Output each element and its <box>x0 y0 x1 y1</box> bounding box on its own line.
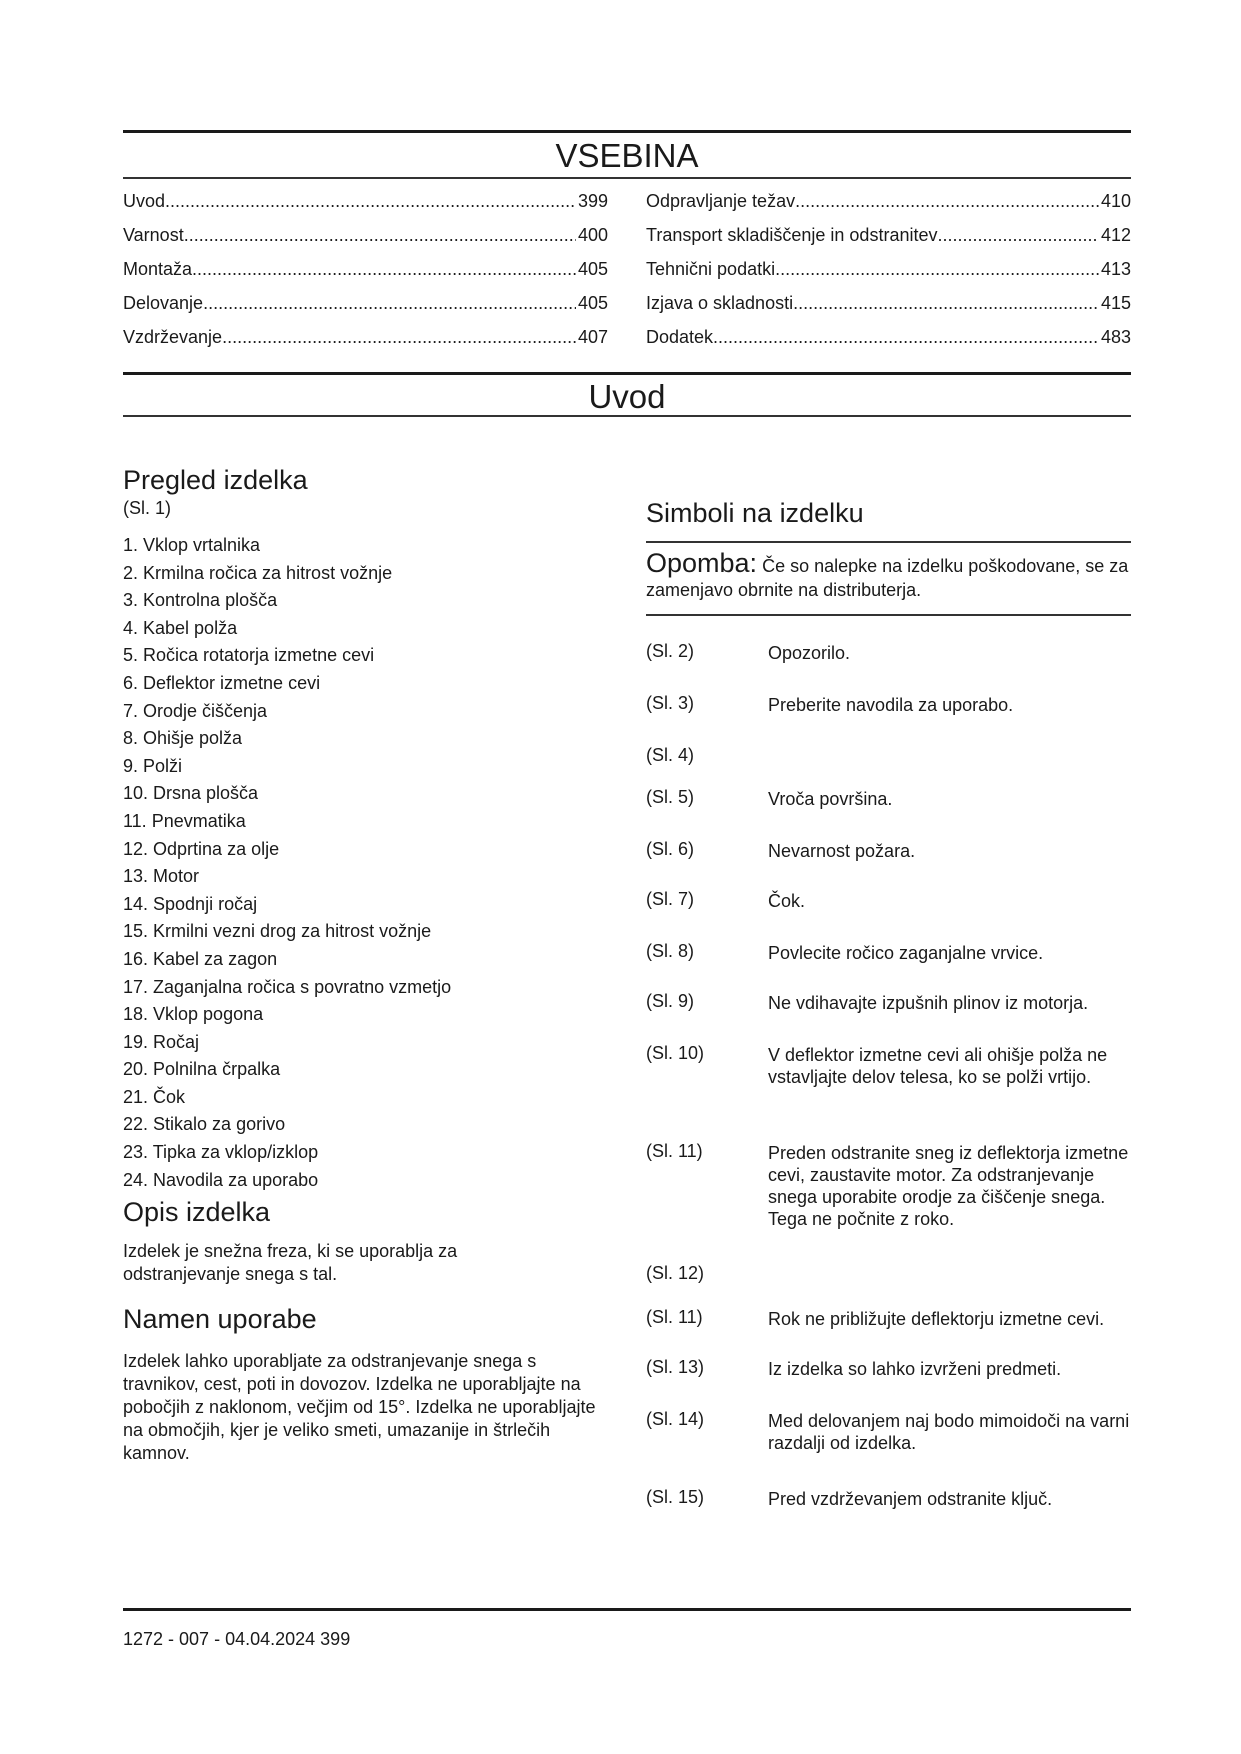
symbol-figure-ref: (Sl. 2) <box>646 641 695 661</box>
symbol-figure-ref: (Sl. 12) <box>646 1263 705 1283</box>
symbol-figure-ref: (Sl. 10) <box>646 1043 705 1063</box>
symbol-figure-ref: (Sl. 3) <box>646 693 695 713</box>
intro-top-rule <box>123 372 1131 375</box>
symbol-figure-ref: (Sl. 8) <box>646 941 695 961</box>
symbol-figure-ref: (Sl. 9) <box>646 991 695 1011</box>
toc-entry[interactable]: Izjava o skladnosti ..... 415 <box>646 292 1131 326</box>
symbol-description: Rok ne približujte deflektorju izmetne cevi. <box>768 1309 1105 1329</box>
symbol-figure-ref: (Sl. 6) <box>646 839 695 859</box>
parts-list <box>123 532 451 1194</box>
list-item: 4. Kabel polža <box>123 617 238 638</box>
toc-entry[interactable]: Varnost ..... 400 <box>123 224 608 258</box>
note-box <box>646 548 1131 602</box>
symbol-figure-ref: (Sl. 4) <box>646 745 695 765</box>
toc-entry[interactable]: Montaža ..... 405 <box>123 258 608 292</box>
symbol-description: Preden odstranite sneg iz deflektorja izmetne cevi, zaustavite motor. Za odstranjevanje snega uporabite orodje za čiščenje snega. Tega ne počnite z roko. <box>768 1143 1129 1229</box>
overview-heading: Pregled izdelka <box>123 465 308 495</box>
toc-top-rule <box>123 130 1131 133</box>
symbol-figure-ref: (Sl. 11) <box>646 1307 703 1327</box>
list-item: 24. Navodila za uporabo <box>123 1169 319 1190</box>
note-label: Opomba: <box>646 548 758 578</box>
list-item: 5. Ročica rotatorja izmetne cevi <box>123 645 375 666</box>
symbol-description: Med delovanjem naj bodo mimoidoči na varni razdalji od izdelka. <box>768 1411 1130 1453</box>
intro-title: Uvod <box>588 378 666 415</box>
toc-entry[interactable]: Odpravljanje težav ..... 410 <box>646 190 1131 224</box>
list-item: 23. Tipka za vklop/izklop <box>123 1142 319 1163</box>
list-item: 17. Zaganjalna ročica s povratno vzmetjo <box>123 976 452 997</box>
symbols-heading: Simboli na izdelku <box>646 498 864 528</box>
list-item: 7. Orodje čiščenja <box>123 700 268 721</box>
footer-doc-code: 1272 - 007 - 04.04.2024 <box>123 1629 316 1649</box>
list-item: 13. Motor <box>123 866 200 887</box>
toc-right-column <box>646 190 1131 360</box>
symbol-figure-ref: (Sl. 7) <box>646 889 695 909</box>
symbol-description: Vroča površina. <box>768 789 893 809</box>
symbol-description: Čok. <box>768 891 806 911</box>
symbol-description: V deflektor izmetne cevi ali ohišje polža ne vstavljajte delov telesa, ko se polži vrtijo. <box>768 1045 1108 1087</box>
intended-use-heading: Namen uporabe <box>123 1304 317 1334</box>
list-item: 18. Vklop pogona <box>123 1004 264 1025</box>
toc-entry[interactable]: Vzdrževanje ..... 407 <box>123 326 608 360</box>
description-heading: Opis izdelka <box>123 1197 271 1227</box>
description-text: Izdelek je snežna freza, ki se uporablja za odstranjevanje snega s tal. <box>123 1241 458 1284</box>
intended-use-text: Izdelek lahko uporabljate za odstranjevanje snega s travnikov, cest, poti in dovozov. Izdelka ne uporabljajte na pobočjih z naklonom, večjim od 15°. Izdelka ne uporabljajte na območjih, kjer je veliko smeti, umazanije in štrlečih kamnov. <box>123 1351 596 1463</box>
list-item: 14. Spodnji ročaj <box>123 893 258 914</box>
symbol-description: Ne vdihavajte izpušnih plinov iz motorja. <box>768 993 1089 1013</box>
symbol-description: Povlecite ročico zaganjalne vrvice. <box>768 943 1044 963</box>
symbol-figure-ref: (Sl. 13) <box>646 1357 705 1377</box>
list-item: 19. Ročaj <box>123 1031 200 1052</box>
toc-title: VSEBINA <box>555 137 699 174</box>
note-top-rule <box>646 541 1131 543</box>
toc-title-underline <box>123 177 1131 179</box>
list-item: 10. Drsna plošča <box>123 783 259 804</box>
list-item: 15. Krmilni vezni drog za hitrost vožnje <box>123 921 432 942</box>
toc-entry[interactable]: Tehnični podatki ..... 413 <box>646 258 1131 292</box>
note-bottom-rule <box>646 614 1131 616</box>
overview-figure-ref: (Sl. 1) <box>123 498 172 518</box>
footer-page-number: 399 <box>320 1629 351 1649</box>
symbol-description: Nevarnost požara. <box>768 841 916 861</box>
list-item: 1. Vklop vrtalnika <box>123 535 261 555</box>
symbol-figure-ref: (Sl. 14) <box>646 1409 705 1429</box>
list-item: 16. Kabel za zagon <box>123 948 278 969</box>
page-footer <box>123 1628 350 1651</box>
toc-entry[interactable]: Uvod ..... 399 <box>123 190 608 224</box>
symbol-description: Opozorilo. <box>768 643 851 663</box>
list-item: 12. Odprtina za olje <box>123 838 280 859</box>
list-item: 6. Deflektor izmetne cevi <box>123 672 321 693</box>
list-item: 11. Pnevmatika <box>123 810 246 831</box>
toc-left-column <box>123 190 608 360</box>
list-item: 8. Ohišje polža <box>123 728 243 749</box>
toc-entry[interactable]: Delovanje ..... 405 <box>123 292 608 326</box>
toc-entry[interactable]: Dodatek ..... 483 <box>646 326 1131 360</box>
symbol-description: Iz izdelka so lahko izvrženi predmeti. <box>768 1359 1062 1379</box>
list-item: 9. Polži <box>123 755 183 776</box>
intro-title-underline <box>123 415 1131 417</box>
list-item: 21. Čok <box>123 1086 186 1107</box>
list-item: 20. Polnilna črpalka <box>123 1059 281 1080</box>
list-item: 22. Stikalo za gorivo <box>123 1114 286 1135</box>
symbol-figure-ref: (Sl. 11) <box>646 1141 703 1161</box>
toc-entry[interactable]: Transport skladiščenje in odstranitev ..... 412 <box>646 224 1131 258</box>
symbol-figure-ref: (Sl. 5) <box>646 787 695 807</box>
list-item: 3. Kontrolna plošča <box>123 590 278 611</box>
symbol-figure-ref: (Sl. 15) <box>646 1487 705 1507</box>
footer-rule <box>123 1608 1131 1611</box>
list-item: 2. Krmilna ročica za hitrost vožnje <box>123 562 393 583</box>
symbol-description: Preberite navodila za uporabo. <box>768 695 1014 715</box>
symbol-description: Pred vzdrževanjem odstranite ključ. <box>768 1489 1053 1509</box>
note-text: Če so nalepke na izdelku poškodovane, se za zamenjavo obrnite na distributerja. <box>646 556 1129 600</box>
